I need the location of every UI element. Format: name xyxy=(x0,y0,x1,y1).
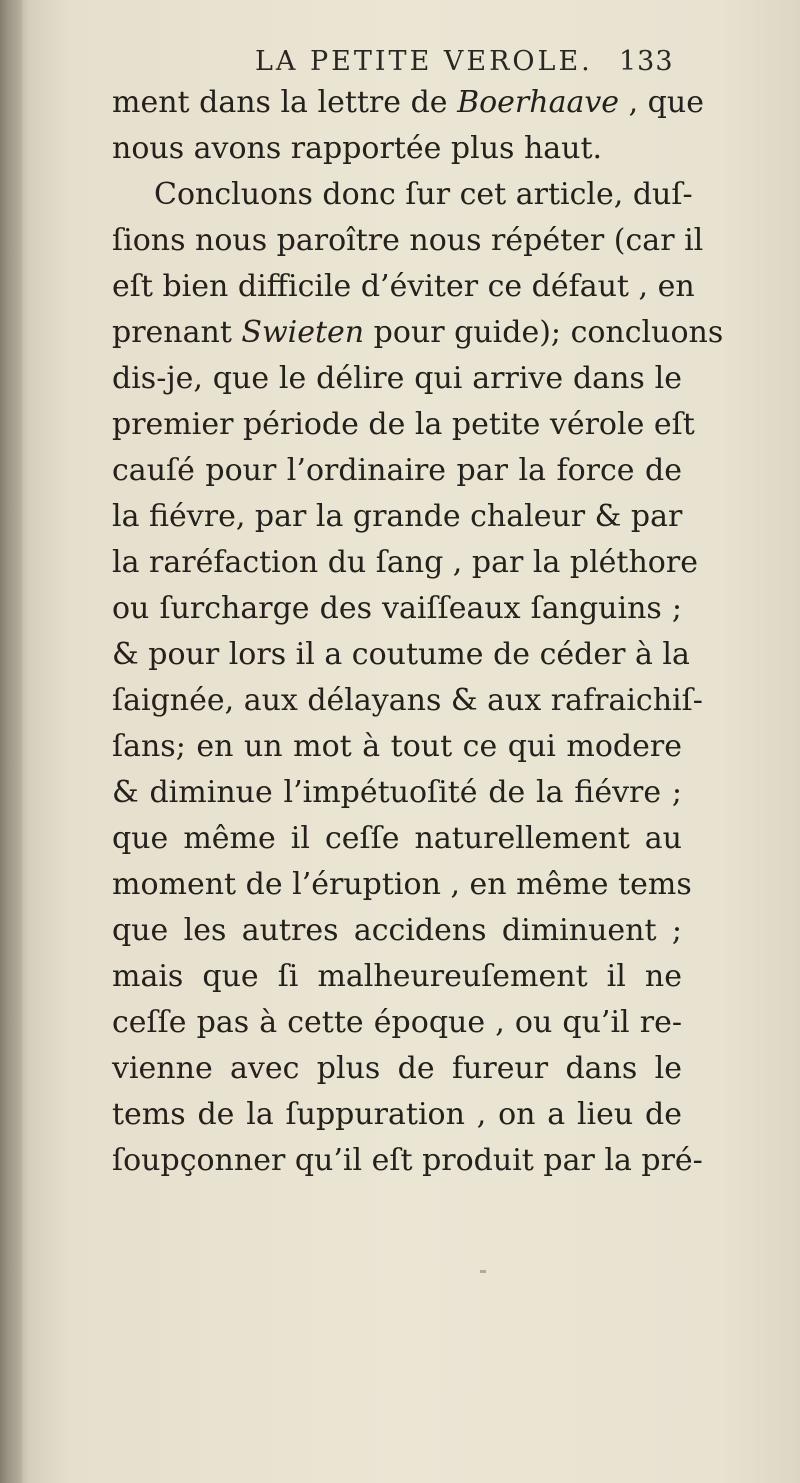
text-line: tems de la ſuppuration , on a lieu de xyxy=(112,1097,682,1132)
text-line: la fiévre, par la grande chaleur & par xyxy=(112,499,683,534)
text-line: eſt bien difficile d’éviter ce défaut , en xyxy=(112,269,695,304)
text-line: ment dans la lettre de Boerhaave , que xyxy=(112,85,704,120)
text-line: cauſé pour l’ordinaire par la force de xyxy=(112,453,682,488)
page-binding-edge xyxy=(0,0,22,1483)
body-text xyxy=(112,80,724,1184)
text-line: ceſſe pas à cette époque , ou qu’il re- xyxy=(112,1005,682,1040)
running-head: LA PETITE VEROLE. xyxy=(255,46,593,77)
text-line: & pour lors il a coutume de céder à la xyxy=(112,637,690,672)
page-number: 133 xyxy=(619,46,674,77)
text-line: mais que ſi malheureuſement il ne xyxy=(112,959,682,994)
text-line: prenant Swieten pour guide); concluons xyxy=(112,315,724,350)
text-line: vienne avec plus de fureur dans le xyxy=(112,1051,682,1086)
text-line: & diminue l’impétuoſité de la fiévre ; xyxy=(112,775,682,810)
text-line: ſoupçonner qu’il eſt produit par la pré- xyxy=(112,1143,703,1178)
text-line: ſans; en un mot à tout ce qui modere xyxy=(112,729,682,764)
text-line: que même il ceſſe naturellement au xyxy=(112,821,682,856)
ink-speck xyxy=(480,1270,486,1273)
text-line: nous avons rapportée plus haut. xyxy=(112,131,603,166)
text-line: la raréfaction du ſang , par la pléthore xyxy=(112,545,698,580)
text-line: dis-je, que le délire qui arrive dans le xyxy=(112,361,682,396)
paragraph-first-line: Concluons donc ſur cet article, duſ- xyxy=(154,177,693,212)
text-line: ſions nous paroître nous répéter (car il xyxy=(112,223,704,258)
text-line: moment de l’éruption , en même tems xyxy=(112,867,692,902)
text-line: ou ſurcharge des vaiſſeaux ſanguins ; xyxy=(112,591,682,626)
text-line: que les autres accidens diminuent ; xyxy=(112,913,682,948)
text-line: ſaignée, aux délayans & aux rafraichiſ- xyxy=(112,683,703,718)
text-line: premier période de la petite vérole eſt xyxy=(112,407,695,442)
